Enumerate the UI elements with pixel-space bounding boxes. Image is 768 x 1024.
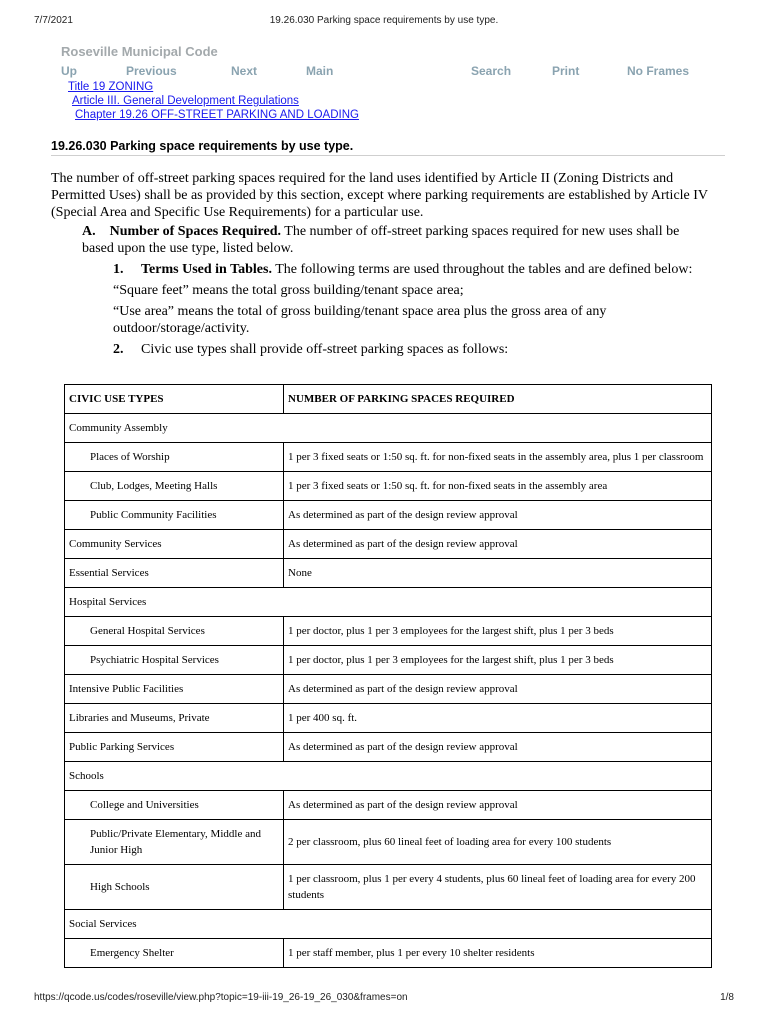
parking-requirement-cell: 1 per doctor, plus 1 per 3 employees for the largest shift, plus 1 per 3 beds	[284, 646, 712, 675]
table-row	[65, 530, 712, 559]
use-type-cell: Club, Lodges, Meeting Halls	[65, 472, 284, 501]
table-body	[65, 414, 712, 968]
use-group-cell: Schools	[65, 762, 712, 791]
subsection-a-text-cont: based upon the use type, listed below.	[82, 241, 294, 256]
parking-requirement-cell: 1 per classroom, plus 1 per every 4 students, plus 60 lineal feet of loading area for every 200 students	[284, 865, 712, 910]
civic-use-parking-table	[64, 384, 712, 968]
use-type-cell: Libraries and Museums, Private	[65, 704, 284, 733]
table-row	[65, 588, 712, 617]
item-1-heading: Terms Used in Tables.	[141, 262, 272, 277]
breadcrumb-chapter-link[interactable]: Chapter 19.26 OFF-STREET PARKING AND LOADING	[75, 109, 359, 121]
header-parking-spaces-required: NUMBER OF PARKING SPACES REQUIRED	[284, 385, 712, 414]
table-row	[65, 646, 712, 675]
use-group-cell: Social Services	[65, 910, 712, 939]
parking-requirement-cell: As determined as part of the design review approval	[284, 791, 712, 820]
item-2-label: 2.	[113, 342, 124, 357]
use-type-cell: Intensive Public Facilities	[65, 675, 284, 704]
subsection-a-heading: Number of Spaces Required.	[109, 224, 282, 239]
table-row	[65, 472, 712, 501]
item-1-text: The following terms are used throughout the tables and are defined below:	[271, 262, 693, 277]
parking-requirement-cell: None	[284, 559, 712, 588]
site-name: Roseville Municipal Code	[61, 44, 218, 59]
parking-requirement-cell: 1 per 3 fixed seats or 1:50 sq. ft. for non-fixed seats in the assembly area	[284, 472, 712, 501]
item-1	[113, 261, 725, 278]
use-type-cell: Public Parking Services	[65, 733, 284, 762]
table-header-row	[65, 385, 712, 414]
nav-previous-link[interactable]: Previous	[126, 64, 177, 78]
print-footer	[0, 992, 768, 1006]
use-group-cell: Community Assembly	[65, 414, 712, 443]
table-row	[65, 675, 712, 704]
nav-bar	[0, 64, 768, 80]
nav-main-link[interactable]: Main	[306, 64, 334, 78]
use-type-cell: High Schools	[65, 865, 284, 910]
parking-requirement-cell: 1 per 400 sq. ft.	[284, 704, 712, 733]
intro-paragraph: The number of off-street parking spaces required for the land uses identified by Article II (Zoning Districts and Permitted Uses) shall be as provided by this section, except where parking requirements are established by Article IV (Special Area and Specific Use Requirements) for a particular use.	[51, 171, 708, 220]
parking-requirement-cell: 1 per doctor, plus 1 per 3 employees for the largest shift, plus 1 per 3 beds	[284, 617, 712, 646]
nav-print-link[interactable]: Print	[552, 64, 580, 78]
use-type-cell: Public Community Facilities	[65, 501, 284, 530]
use-type-cell: Essential Services	[65, 559, 284, 588]
use-type-cell: Community Services	[65, 530, 284, 559]
use-group-cell: Hospital Services	[65, 588, 712, 617]
print-url: https://qcode.us/codes/roseville/view.php?topic=19-iii-19_26-19_26_030&frames=on	[34, 992, 408, 1003]
table-row	[65, 762, 712, 791]
parking-requirement-cell: 1 per 3 fixed seats or 1:50 sq. ft. for non-fixed seats in the assembly area, plus 1 per classroom	[284, 443, 712, 472]
use-type-cell: Psychiatric Hospital Services	[65, 646, 284, 675]
table-row	[65, 820, 712, 865]
use-type-cell: Places of Worship	[65, 443, 284, 472]
nav-up-link[interactable]: Up	[61, 64, 77, 78]
subsection-a	[82, 223, 725, 240]
table-row	[65, 733, 712, 762]
definition-square-feet: “Square feet” means the total gross building/tenant space area;	[113, 283, 464, 298]
parking-requirement-cell: As determined as part of the design review approval	[284, 675, 712, 704]
breadcrumb-article-link[interactable]: Article III. General Development Regulations	[72, 95, 299, 107]
nav-search-link[interactable]: Search	[471, 64, 512, 78]
table-row	[65, 559, 712, 588]
parking-requirement-cell: As determined as part of the design review approval	[284, 733, 712, 762]
item-2	[113, 341, 725, 358]
table-row	[65, 865, 712, 910]
header-civic-use-types: CIVIC USE TYPES	[65, 385, 284, 414]
table-row	[65, 617, 712, 646]
nav-no-frames-link[interactable]: No Frames	[627, 64, 690, 78]
definition-use-area: “Use area” means the total of gross building/tenant space area plus the gross area of any outdoor/storage/activity.	[113, 304, 607, 336]
item-1-label: 1.	[113, 262, 124, 277]
breadcrumb-title-link[interactable]: Title 19 ZONING	[68, 81, 154, 93]
table-row	[65, 939, 712, 968]
nav-next-link[interactable]: Next	[231, 64, 258, 78]
print-date: 7/7/2021	[34, 15, 73, 26]
section-title: 19.26.030 Parking space requirements by use type.	[51, 139, 725, 156]
page-number: 1/8	[720, 992, 734, 1003]
table-row	[65, 501, 712, 530]
use-type-cell: Emergency Shelter	[65, 939, 284, 968]
subsection-a-label: A.	[82, 224, 96, 239]
parking-requirement-cell: As determined as part of the design review approval	[284, 530, 712, 559]
item-2-text: Civic use types shall provide off-street parking spaces as follows:	[141, 342, 509, 357]
table-row	[65, 414, 712, 443]
section-body	[51, 170, 725, 358]
print-header	[0, 15, 768, 29]
use-type-cell: College and Universities	[65, 791, 284, 820]
table-row	[65, 791, 712, 820]
subsection-a-text: The number of off-street parking spaces required for new uses shall be	[281, 224, 680, 239]
table-row	[65, 704, 712, 733]
table-row	[65, 910, 712, 939]
parking-requirement-cell: 2 per classroom, plus 60 lineal feet of loading area for every 100 students	[284, 820, 712, 865]
use-type-cell: General Hospital Services	[65, 617, 284, 646]
use-type-cell: Public/Private Elementary, Middle and Junior High	[65, 820, 284, 865]
parking-requirement-cell: 1 per staff member, plus 1 per every 10 shelter residents	[284, 939, 712, 968]
parking-requirement-cell: As determined as part of the design review approval	[284, 501, 712, 530]
breadcrumb	[68, 80, 359, 122]
print-page-title: 19.26.030 Parking space requirements by use type.	[269, 15, 499, 26]
table-row	[65, 443, 712, 472]
